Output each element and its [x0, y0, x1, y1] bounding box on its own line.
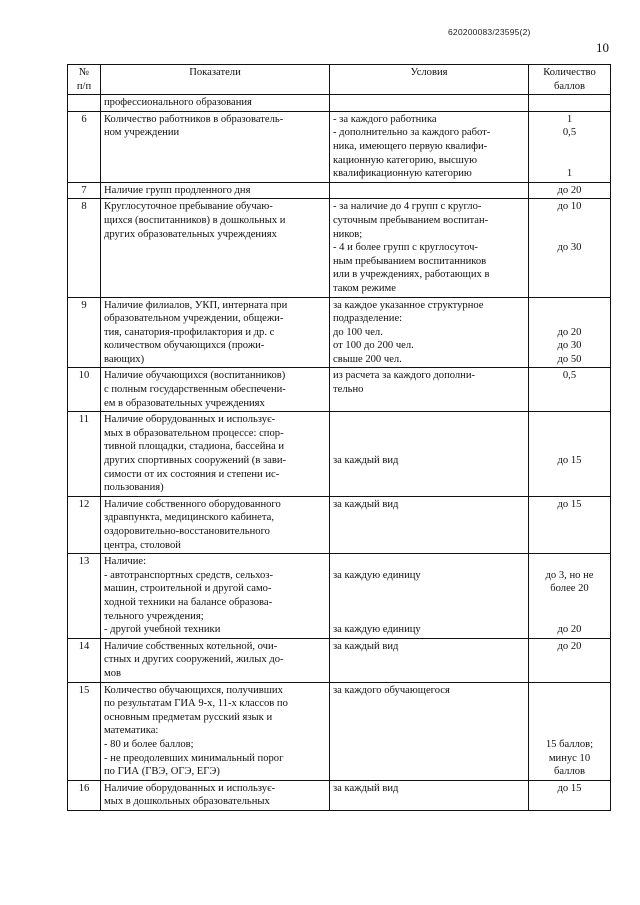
- criteria-table: [67, 64, 611, 811]
- indicator-line: Наличие собственных котельной, очи-: [104, 640, 278, 652]
- indicator-cell: [101, 780, 330, 810]
- points-line: до 15: [557, 498, 582, 510]
- points-line: до 3, но не: [545, 569, 594, 581]
- document-code: 620200083/23595(2): [448, 27, 531, 37]
- condition-line: от 100 до 200 чел.: [333, 340, 414, 352]
- points-cell: [529, 368, 611, 412]
- indicator-cell: [101, 496, 330, 553]
- indicator-line: щихся (воспитанников) в дошкольных и: [104, 214, 286, 226]
- blank-line: [333, 413, 525, 427]
- conditions-cell: [330, 496, 529, 553]
- row-number: [68, 95, 101, 112]
- conditions-cell: [330, 682, 529, 780]
- points-line: до 50: [557, 353, 582, 365]
- points-line: до 30: [557, 242, 582, 254]
- row-number: 11: [68, 412, 101, 497]
- blank-line: [333, 555, 525, 569]
- table-row: [68, 368, 611, 412]
- indicator-line: оздоровительно-восстановительного: [104, 526, 270, 537]
- condition-line: - за каждого работника: [333, 113, 437, 125]
- table-row: [68, 297, 611, 368]
- indicator-line: других образовательных учреждениях: [104, 228, 277, 240]
- indicator-line: других спортивных сооружений (в зави-: [104, 455, 287, 467]
- condition-line: до 100 чел.: [333, 326, 383, 338]
- points-cell: [529, 297, 611, 368]
- condition-line: ников;: [333, 228, 363, 240]
- blank-line: [532, 154, 607, 168]
- indicator-line: Количество работников в образователь-: [104, 113, 284, 125]
- blank-line: [532, 684, 607, 698]
- header-conditions: [330, 65, 529, 95]
- points-line: до 20: [557, 184, 582, 196]
- row-number: 15: [68, 682, 101, 780]
- points-cell: [529, 95, 611, 112]
- indicator-cell: [101, 199, 330, 297]
- indicator-line: тия, санатория-профилактория и др. с: [104, 326, 275, 338]
- indicator-cell: [101, 368, 330, 412]
- indicator-line: Наличие обучающихся (воспитанников): [104, 370, 286, 382]
- indicator-line: - 80 и более баллов;: [104, 738, 194, 750]
- indicator-cell: [101, 554, 330, 639]
- table-row: [68, 111, 611, 182]
- blank-line: [532, 596, 607, 610]
- indicator-line: здравпункта, медицинского кабинета,: [104, 512, 274, 524]
- blank-line: [532, 711, 607, 725]
- condition-line: за каждую единицу: [333, 624, 421, 636]
- points-cell: [529, 554, 611, 639]
- row-number: 7: [68, 182, 101, 199]
- table-row: [68, 780, 611, 810]
- conditions-cell: [330, 554, 529, 639]
- blank-line: [532, 610, 607, 624]
- conditions-cell: [330, 412, 529, 497]
- blank-line: [333, 582, 525, 596]
- indicator-cell: [101, 297, 330, 368]
- condition-line: таком режиме: [333, 282, 396, 294]
- header-num: [68, 65, 101, 95]
- table-row: [68, 496, 611, 553]
- condition-line: суточным пребыванием воспитан-: [333, 214, 489, 226]
- points-cell: [529, 199, 611, 297]
- blank-line: [532, 140, 607, 154]
- row-number: 13: [68, 554, 101, 639]
- conditions-cell: [330, 182, 529, 199]
- indicator-line: ем в образовательных учреждениях: [104, 397, 265, 409]
- condition-line: кационную категорию, высшую: [333, 154, 478, 166]
- points-line: до 30: [557, 340, 582, 352]
- blank-line: [333, 596, 525, 610]
- indicator-line: - другой учебной техники: [104, 624, 221, 636]
- conditions-cell: [330, 780, 529, 810]
- conditions-cell: [330, 297, 529, 368]
- condition-line: - 4 и более групп с круглосуточ-: [333, 242, 478, 254]
- indicator-line: - не преодолевших минимальный порог: [104, 752, 284, 764]
- indicator-line: пользования): [104, 482, 164, 494]
- blank-line: [532, 413, 607, 427]
- indicator-line: стных и других сооружений, жилых до-: [104, 654, 284, 666]
- indicator-line: профессионального образования: [104, 97, 252, 109]
- blank-line: [532, 214, 607, 228]
- indicator-line: тивной площадки, стадиона, бассейна и: [104, 441, 285, 453]
- row-number: 16: [68, 780, 101, 810]
- points-line: до 20: [557, 326, 582, 338]
- indicator-line: - автотранспортных средств, сельхоз-: [104, 569, 274, 581]
- blank-line: [333, 427, 525, 441]
- table-row: [68, 682, 611, 780]
- indicator-line: количеством обучающихся (прожи-: [104, 340, 265, 352]
- header-line: баллов: [553, 80, 586, 92]
- header-line: п/п: [76, 80, 92, 92]
- table-header-row: [68, 65, 611, 95]
- blank-line: [532, 299, 607, 313]
- indicator-line: Наличие групп продленного дня: [104, 184, 251, 196]
- header-line: Условия: [410, 67, 448, 78]
- points-line: 15 баллов;: [545, 738, 594, 750]
- points-line: 0,5: [562, 370, 577, 382]
- condition-line: квалификационную категорию: [333, 168, 472, 180]
- row-number: 6: [68, 111, 101, 182]
- condition-line: за каждую единицу: [333, 569, 421, 581]
- points-line: до 10: [557, 201, 582, 213]
- header-line: №: [78, 67, 90, 78]
- condition-line: за каждый вид: [333, 640, 399, 652]
- condition-line: тельно: [333, 384, 364, 396]
- condition-line: за каждый вид: [333, 498, 399, 510]
- header-indicator: [101, 65, 330, 95]
- indicator-line: вающих): [104, 353, 145, 365]
- indicator-line: Круглосуточное пребывание обучаю-: [104, 201, 273, 213]
- indicator-line: центра, столовой: [104, 539, 181, 551]
- row-number: 14: [68, 638, 101, 682]
- indicator-cell: [101, 412, 330, 497]
- points-line: до 15: [557, 455, 582, 467]
- indicator-line: по ГИА (ГВЭ, ОГЭ, ЕГЭ): [104, 766, 220, 778]
- points-cell: [529, 182, 611, 199]
- header-points: [529, 65, 611, 95]
- condition-line: из расчета за каждого дополни-: [333, 370, 476, 382]
- condition-line: подразделение:: [333, 313, 403, 325]
- indicator-line: Наличие филиалов, УКП, интерната при: [104, 299, 288, 311]
- indicator-line: машин, строительной и другой само-: [104, 583, 272, 595]
- points-line: до 20: [557, 640, 582, 652]
- indicator-line: по результатам ГИА 9-х, 11-х классов по: [104, 698, 288, 710]
- points-line: до 15: [557, 782, 582, 794]
- indicator-line: образовательном учреждении, общежи-: [104, 313, 284, 325]
- indicator-line: ном учреждении: [104, 127, 180, 139]
- indicator-line: Наличие:: [104, 556, 147, 568]
- conditions-cell: [330, 111, 529, 182]
- table-row: [68, 554, 611, 639]
- table-row: [68, 199, 611, 297]
- blank-line: [532, 427, 607, 441]
- points-line: 1: [566, 168, 573, 180]
- blank-line: [333, 440, 525, 454]
- table-body: [68, 95, 611, 811]
- points-line: баллов: [553, 766, 586, 778]
- row-number: 12: [68, 496, 101, 553]
- points-line: до 20: [557, 624, 582, 636]
- table-row: [68, 412, 611, 497]
- condition-line: - дополнительно за каждого работ-: [333, 127, 491, 139]
- condition-line: или в учреждениях, работающих в: [333, 269, 490, 281]
- blank-line: [532, 697, 607, 711]
- points-cell: [529, 638, 611, 682]
- conditions-cell: [330, 95, 529, 112]
- points-cell: [529, 412, 611, 497]
- blank-line: [532, 228, 607, 242]
- blank-line: [333, 610, 525, 624]
- blank-line: [532, 555, 607, 569]
- header-line: Количество: [543, 67, 596, 78]
- indicator-line: симости от их состояния и степени ис-: [104, 468, 280, 480]
- indicator-line: основным предметам русский язык и: [104, 711, 273, 723]
- indicator-line: мых в дошкольных образовательных: [104, 796, 270, 808]
- indicator-cell: [101, 111, 330, 182]
- indicator-line: математика:: [104, 725, 159, 737]
- condition-line: за каждого обучающегося: [333, 684, 450, 696]
- indicator-line: мых в образовательном процессе: спор-: [104, 427, 284, 439]
- page-number: 10: [596, 40, 609, 55]
- blank-line: [532, 312, 607, 326]
- conditions-cell: [330, 638, 529, 682]
- conditions-cell: [330, 368, 529, 412]
- points-line: более 20: [550, 583, 589, 595]
- blank-line: [532, 724, 607, 738]
- condition-line: ника, имеющего первую квалифи-: [333, 140, 488, 152]
- points-cell: [529, 496, 611, 553]
- condition-line: ным пребыванием воспитанников: [333, 255, 487, 267]
- indicator-line: с полным государственным обеспечени-: [104, 384, 286, 396]
- row-number: 9: [68, 297, 101, 368]
- indicator-cell: [101, 682, 330, 780]
- points-line: 1: [566, 113, 573, 125]
- indicator-line: Наличие оборудованных и использує-: [104, 782, 276, 794]
- indicator-line: Наличие оборудованных и использує-: [104, 414, 276, 426]
- condition-line: свыше 200 чел.: [333, 353, 402, 365]
- table-row: [68, 182, 611, 199]
- points-line: 0,5: [562, 127, 577, 139]
- condition-line: за каждое указанное структурное: [333, 299, 484, 311]
- row-number: 10: [68, 368, 101, 412]
- indicator-line: Наличие собственного оборудованного: [104, 498, 281, 510]
- row-number: 8: [68, 199, 101, 297]
- condition-line: за каждый вид: [333, 455, 399, 467]
- header-line: Показатели: [189, 67, 241, 78]
- indicator-line: Количество обучающихся, получивших: [104, 684, 283, 696]
- points-line: минус 10: [548, 752, 591, 764]
- blank-line: [532, 440, 607, 454]
- indicator-line: тельного учреждения;: [104, 610, 204, 622]
- indicator-line: мов: [104, 667, 122, 679]
- condition-line: за каждый вид: [333, 782, 399, 794]
- points-cell: [529, 111, 611, 182]
- table-row: [68, 95, 611, 112]
- indicator-cell: [101, 182, 330, 199]
- points-cell: [529, 682, 611, 780]
- table-row: [68, 638, 611, 682]
- indicator-cell: [101, 638, 330, 682]
- indicator-line: ходной техники на балансе образова-: [104, 596, 273, 608]
- points-cell: [529, 780, 611, 810]
- conditions-cell: [330, 199, 529, 297]
- condition-line: - за наличие до 4 групп с кругло-: [333, 201, 482, 213]
- indicator-cell: [101, 95, 330, 112]
